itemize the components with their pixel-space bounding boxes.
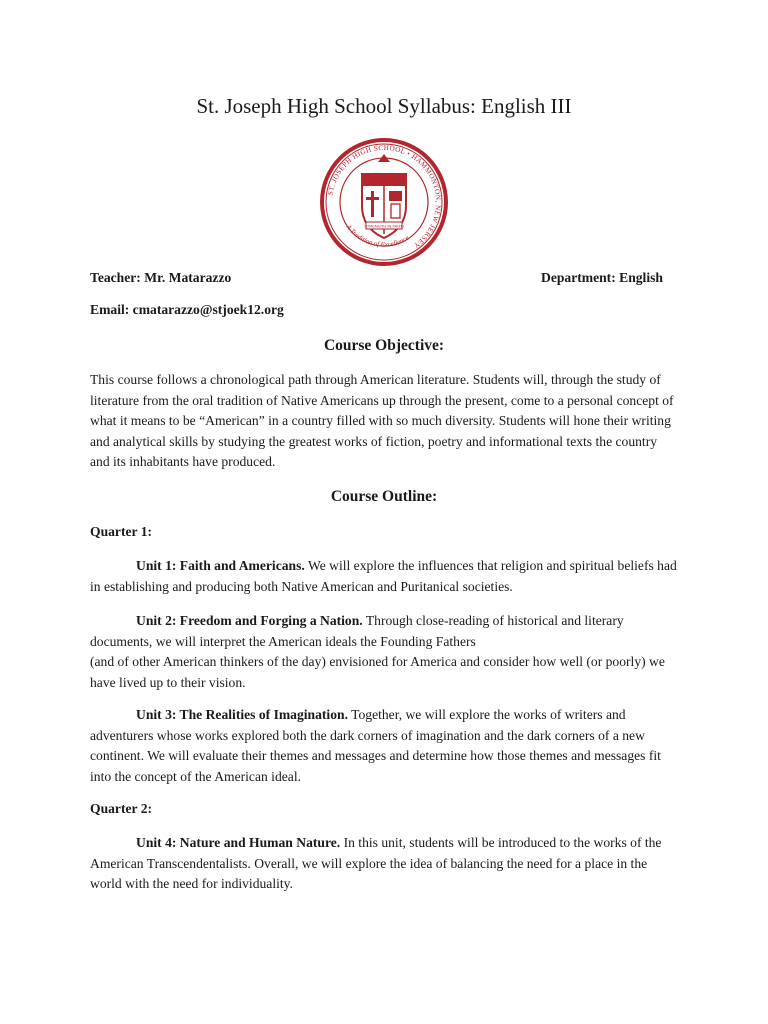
school-seal-logo	[318, 136, 450, 268]
quarter-2-label: Quarter 2:	[90, 801, 153, 816]
teacher-email: Email: cmatarazzo@stjoek12.org	[90, 302, 284, 317]
unit-3-text: Together, we will explore the works of writers and adventurers whose works explored both the dark corners of imagination and the dark corners of a new continent. We will evaluate their themes and messages and determine how those themes and messages fit into the concept of the American ideal.	[90, 707, 661, 784]
unit-4-title: Unit 4: Nature and Human Nature.	[136, 835, 341, 850]
objective-heading: Course Objective:	[323, 337, 445, 354]
unit-1-paragraph	[90, 556, 680, 597]
unit-2-title: Unit 2: Freedom and Forging a Nation.	[136, 613, 363, 628]
document-title: St. Joseph High School Syllabus: English III	[196, 94, 572, 118]
unit-4-text: In this unit, students will be introduced to the works of the American Transcendentalists. Overall, we will explore the idea of balancing the need for a place in the world with the need for individuality.	[90, 835, 662, 891]
svg-text:STRENGTH IN FAITH: STRENGTH IN FAITH	[364, 223, 404, 229]
department-name: Department: English	[541, 270, 663, 285]
quarter-1-label: Quarter 1:	[90, 524, 153, 539]
svg-text:ST. JOSEPH HIGH SCHOOL • HAMMO: ST. JOSEPH HIGH SCHOOL • HAMMONTON, NEW JERSEY	[326, 143, 443, 250]
objective-paragraph: This course follows a chronological path through American literature. Students will, through the study of literature from the oral tradition of Native Americans up through the present, come to a personal concept of what it means to be “American” in a country filled with so much diversity. Students will hone their writing and analytical skills by studying the greatest works of fiction, poetry and informational texts the country and its inhabitants have produced.	[90, 372, 674, 469]
unit-3-paragraph	[90, 705, 680, 787]
unit-1-title: Unit 1: Faith and Americans.	[136, 558, 305, 573]
svg-text:A Tradition of Excellence: A Tradition of Excellence	[344, 223, 411, 249]
unit-3-title: Unit 3: The Realities of Imagination.	[136, 707, 348, 722]
unit-2-paragraph	[90, 611, 680, 693]
teacher-name: Teacher: Mr. Matarazzo	[90, 270, 232, 285]
outline-heading: Course Outline:	[330, 488, 438, 505]
unit-1-text: We will explore the influences that religion and spiritual beliefs had in establishing and producing both Native American and Puritanical societies.	[90, 558, 677, 594]
unit-2-text: Through close-reading of historical and literary documents, we will interpret the American ideals the Founding Fathers (and of other American thinkers of the day) envisioned for America and consider how well (or poorly) we have lived up to their vision.	[90, 613, 665, 690]
unit-4-paragraph	[90, 833, 680, 895]
